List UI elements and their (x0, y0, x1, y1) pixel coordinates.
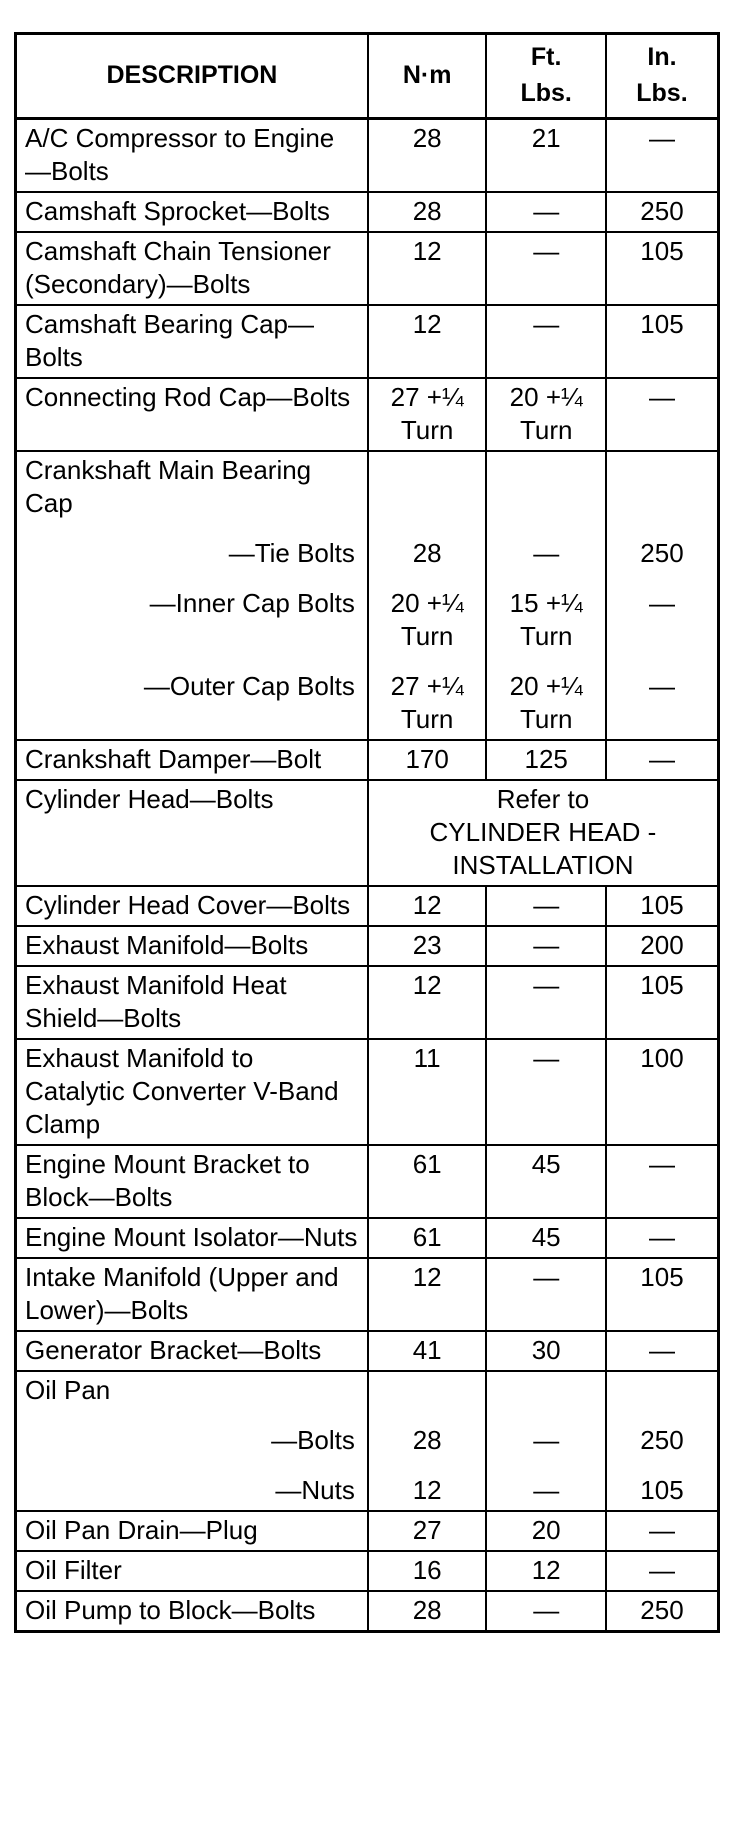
row-description: Connecting Rod Cap—Bolts (16, 378, 368, 451)
row-description: Camshaft Sprocket—Bolts (16, 192, 368, 232)
sub-in-lbs: — (606, 656, 719, 740)
header-ft-lbs-line2: Lbs. (520, 79, 572, 107)
sub-description: —Tie Bolts (16, 523, 368, 573)
table-row-cylinder-head (16, 780, 719, 886)
row-ft-lbs: — (486, 305, 606, 378)
row-nm: 61 (368, 1218, 487, 1258)
sub-in-lbs: 250 (606, 523, 719, 573)
row-ft-lbs: — (486, 886, 606, 926)
row-ft-lbs: 12 (486, 1551, 606, 1591)
row-in-lbs: 105 (606, 232, 719, 305)
table-row (16, 886, 719, 926)
table-row (16, 966, 719, 1039)
row-in-lbs: 200 (606, 926, 719, 966)
row-nm: 61 (368, 1145, 487, 1218)
sub-nm: 28 (368, 1410, 487, 1460)
header-in-lbs-line2: Lbs. (636, 79, 688, 107)
row-nm: 28 (368, 1591, 487, 1632)
row-nm: 12 (368, 305, 487, 378)
sub-row (16, 1460, 719, 1511)
row-description: Oil Pump to Block—Bolts (16, 1591, 368, 1632)
sub-ft-lbs: — (486, 523, 606, 573)
sub-row (16, 656, 719, 740)
row-nm: 12 (368, 232, 487, 305)
row-ft-lbs: 20 (486, 1511, 606, 1551)
row-ft-lbs: — (486, 1258, 606, 1331)
row-ft-lbs: 45 (486, 1218, 606, 1258)
row-description: Crankshaft Damper—Bolt (16, 740, 368, 780)
table-row (16, 1551, 719, 1591)
table-row (16, 1591, 719, 1632)
sub-in-lbs: 250 (606, 1410, 719, 1460)
cylinder-head-reference-note (368, 780, 719, 886)
group-description: Crankshaft Main Bearing Cap (16, 451, 368, 523)
row-ft-lbs: 30 (486, 1331, 606, 1371)
row-in-lbs: 250 (606, 1591, 719, 1632)
row-nm: 23 (368, 926, 487, 966)
table-row (16, 1258, 719, 1331)
sub-row (16, 573, 719, 656)
sub-nm: 20 +¼ Turn (368, 573, 487, 656)
row-description: Camshaft Chain Tensioner (Secondary)—Bolts (16, 232, 368, 305)
row-description: Oil Pan Drain—Plug (16, 1511, 368, 1551)
note-line: Refer to (496, 784, 590, 814)
sub-in-lbs: — (606, 573, 719, 656)
sub-nm: 28 (368, 523, 487, 573)
sub-nm: 27 +¼ Turn (368, 656, 487, 740)
sub-description: —Outer Cap Bolts (16, 656, 368, 740)
row-description: Engine Mount Isolator—Nuts (16, 1218, 368, 1258)
table-row (16, 1039, 719, 1145)
table-row (16, 1218, 719, 1258)
sub-ft-lbs: 15 +¼ Turn (486, 573, 606, 656)
sub-ft-lbs: 20 +¼ Turn (486, 656, 606, 740)
sub-ft-lbs: — (486, 1460, 606, 1511)
row-ft-lbs: — (486, 192, 606, 232)
sub-in-lbs: 105 (606, 1460, 719, 1511)
row-in-lbs: — (606, 1331, 719, 1371)
row-nm: 16 (368, 1551, 487, 1591)
row-in-lbs: 105 (606, 886, 719, 926)
note-line: INSTALLATION (452, 850, 634, 880)
row-in-lbs: — (606, 1551, 719, 1591)
row-description: Exhaust Manifold Heat Shield—Bolts (16, 966, 368, 1039)
sub-description: —Nuts (16, 1460, 368, 1511)
row-description: Exhaust Manifold—Bolts (16, 926, 368, 966)
table-row (16, 119, 719, 193)
row-ft-lbs: 45 (486, 1145, 606, 1218)
row-nm: 28 (368, 119, 487, 193)
row-in-lbs: — (606, 1218, 719, 1258)
row-description: Cylinder Head—Bolts (16, 780, 368, 886)
group-description: Oil Pan (16, 1371, 368, 1410)
row-nm: 12 (368, 886, 487, 926)
row-nm: 27 +¼ Turn (368, 378, 487, 451)
sub-description: —Inner Cap Bolts (16, 573, 368, 656)
row-in-lbs: 105 (606, 305, 719, 378)
table-row (16, 1145, 719, 1218)
row-nm: 41 (368, 1331, 487, 1371)
row-in-lbs: 105 (606, 1258, 719, 1331)
row-nm: 12 (368, 1258, 487, 1331)
row-ft-lbs: — (486, 926, 606, 966)
row-ft-lbs: — (486, 1591, 606, 1632)
row-description: Cylinder Head Cover—Bolts (16, 886, 368, 926)
sub-row (16, 1410, 719, 1460)
row-nm: 12 (368, 966, 487, 1039)
table-row (16, 740, 719, 780)
row-ft-lbs: 21 (486, 119, 606, 193)
sub-description: —Bolts (16, 1410, 368, 1460)
table-row (16, 1331, 719, 1371)
table-row (16, 192, 719, 232)
table-row (16, 232, 719, 305)
sub-nm: 12 (368, 1460, 487, 1511)
table-row (16, 926, 719, 966)
note-line: CYLINDER HEAD - (429, 817, 657, 847)
row-nm: 27 (368, 1511, 487, 1551)
row-in-lbs: — (606, 1511, 719, 1551)
header-in-lbs-line1: In. (647, 43, 677, 71)
table-row (16, 305, 719, 378)
row-ft-lbs: 20 +¼ Turn (486, 378, 606, 451)
header-in-lbs (606, 34, 719, 119)
row-ft-lbs: 125 (486, 740, 606, 780)
table-row (16, 378, 719, 451)
row-description: Generator Bracket—Bolts (16, 1331, 368, 1371)
table-row (16, 1511, 719, 1551)
row-nm: 28 (368, 192, 487, 232)
row-description: Oil Filter (16, 1551, 368, 1591)
sub-row (16, 523, 719, 573)
row-ft-lbs: — (486, 1039, 606, 1145)
group-row-oil-pan (16, 1371, 719, 1410)
group-row-main-bearing (16, 451, 719, 523)
row-ft-lbs: — (486, 966, 606, 1039)
row-in-lbs: 100 (606, 1039, 719, 1145)
row-nm: 170 (368, 740, 487, 780)
row-in-lbs: — (606, 119, 719, 193)
row-in-lbs: 105 (606, 966, 719, 1039)
row-in-lbs: — (606, 378, 719, 451)
header-description: DESCRIPTION (16, 34, 368, 119)
header-row (16, 34, 719, 119)
row-description: Camshaft Bearing Cap—Bolts (16, 305, 368, 378)
row-description: Intake Manifold (Upper and Lower)—Bolts (16, 1258, 368, 1331)
row-in-lbs: 250 (606, 192, 719, 232)
header-ft-lbs (486, 34, 606, 119)
row-in-lbs: — (606, 1145, 719, 1218)
row-ft-lbs: — (486, 232, 606, 305)
header-nm: N·m (368, 34, 487, 119)
header-ft-lbs-line1: Ft. (530, 43, 562, 71)
torque-spec-table (14, 32, 720, 1633)
row-description: Engine Mount Bracket to Block—Bolts (16, 1145, 368, 1218)
row-description: Exhaust Manifold to Catalytic Converter V-Band Clamp (16, 1039, 368, 1145)
row-description: A/C Compressor to Engine—Bolts (16, 119, 368, 193)
sub-ft-lbs: — (486, 1410, 606, 1460)
row-nm: 11 (368, 1039, 487, 1145)
row-in-lbs: — (606, 740, 719, 780)
